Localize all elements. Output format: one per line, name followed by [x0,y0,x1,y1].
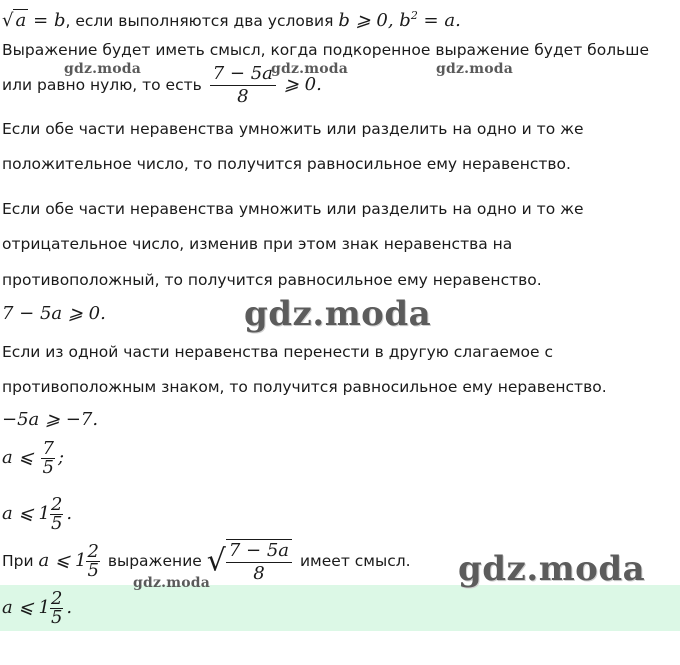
answer-highlight [0,585,680,631]
watermark-logo: gdz.moda [64,61,142,77]
period: . [66,597,73,618]
equals-b: = b [33,10,66,31]
line-5: положительное число, то получится равносильное ему неравенство. [2,155,571,173]
fraction-denominator: 8 [237,86,249,107]
condition-end: = a. [417,10,461,31]
line-15-post: имеет смысл. [299,552,411,570]
a-leq: a ⩽ [2,447,34,468]
watermark-logo: gdz.moda [436,61,514,77]
inequality-2: −5a ⩾ −7. [2,409,99,430]
two-fifths-num: 2 [87,541,99,562]
watermark-logo: gdz.moda [458,549,646,589]
fraction-numerator: 7 − 5a [210,63,276,86]
period: . [66,503,73,524]
line-1-text: , если выполняются два условия [65,12,334,30]
sqrt-symbol: √ [206,543,226,579]
line-2: Выражение будет иметь смысл, когда подкоренное выражение будет больше [2,41,649,59]
sqrt-fraction-den: 8 [253,562,265,584]
line-7: отрицательное число, изменив при этом знак неравенства на [2,235,513,253]
two-fifths-den: 5 [50,513,63,534]
answer-line [2,584,72,632]
inequality-3 [2,434,64,482]
a-leq: a ⩽ [38,550,71,571]
line-15-pre: При [2,552,34,570]
sqrt-fraction-num: 7 − 5a [226,540,292,563]
sqrt-fraction [226,539,292,585]
seven-fifths [41,440,54,477]
condition-sup: 2 [410,9,418,22]
two-fifths [86,543,99,580]
watermark-logo: gdz.moda [244,294,432,334]
condition-main: b ⩾ 0, b [338,10,411,31]
line-11: противоположным знаком, то получится равносильное ему неравенство. [2,378,607,396]
two-fifths [50,496,63,533]
two-fifths-num: 2 [50,494,63,515]
line-1 [2,6,461,31]
line-3-text: или равно нулю, то есть [2,76,202,94]
line-4: Если обе части неравенства умножить или разделить на одно и то же [2,120,584,138]
fraction [210,63,276,108]
a-leq: a ⩽ [2,597,34,618]
watermark-logo: gdz.moda [271,61,349,77]
geq-zero: ⩾ 0. [283,74,322,95]
seven-fifths-den: 5 [42,457,54,478]
line-6: Если обе части неравенства умножить или разделить на одно и то же [2,200,584,218]
inequality-1: 7 − 5a ⩾ 0. [2,303,106,324]
two-fifths [50,590,63,627]
line-8: противоположный, то получится равносильное ему неравенство. [2,271,542,289]
watermark-logo: gdz.moda [133,575,211,591]
line-10: Если из одной части неравенства перенести в другую слагаемое с [2,343,554,361]
whole-one: 1 [38,597,50,618]
condition [338,10,460,31]
sqrt-radicand: a [15,10,27,31]
a-leq: a ⩽ [2,503,34,524]
whole-one: 1 [38,503,50,524]
semicolon: ; [57,447,65,468]
inequality-4 [2,490,72,538]
seven-fifths-num: 7 [42,438,54,459]
two-fifths-den: 5 [50,607,63,628]
whole-one: 1 [75,550,87,571]
two-fifths-den: 5 [87,560,99,581]
two-fifths-num: 2 [50,588,63,609]
line-15-mid: выражение [107,552,202,570]
sqrt-symbol: √ [2,10,14,31]
